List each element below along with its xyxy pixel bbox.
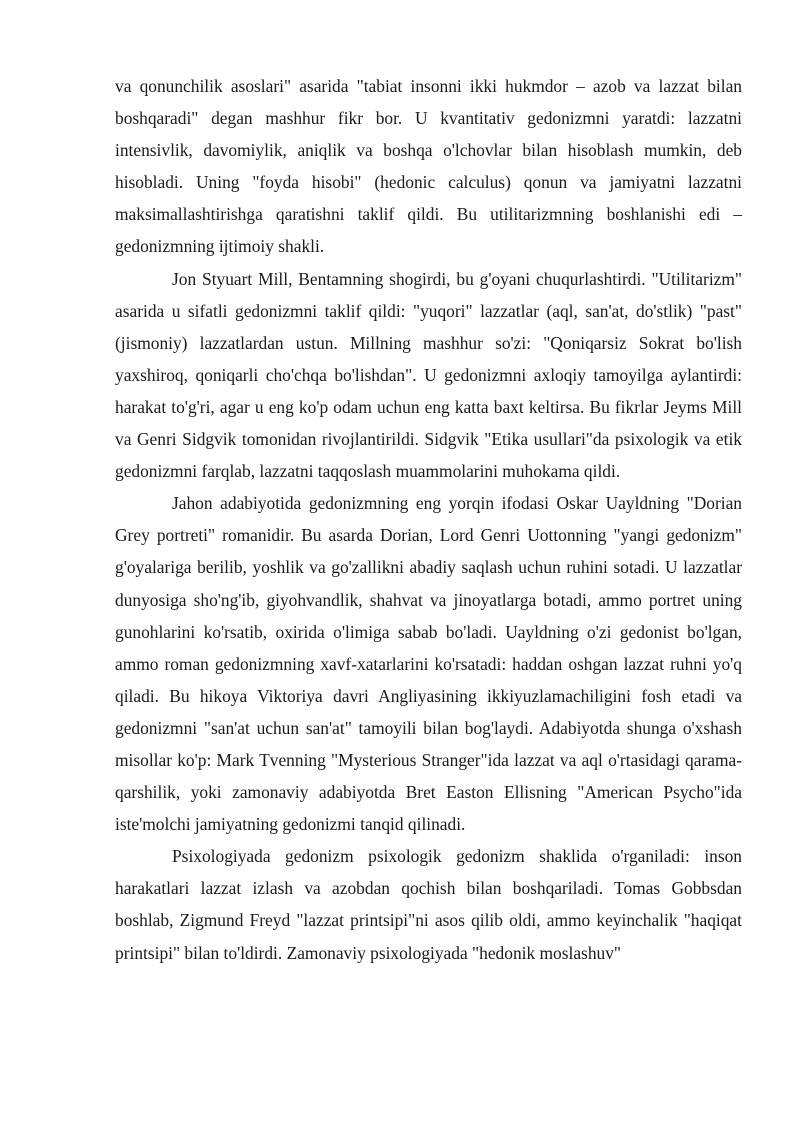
paragraph-bentham-continuation: va qonunchilik asoslari" asarida "tabiat insonni ikki hukmdor – azob va lazzat bilan boshqaradi" degan mashhur fikr bor. U kvantitativ gedonizmni yaratdi: lazzatni intensivlik, davomiylik, aniqlik va boshqa o'lchovlar bilan hisoblash mumkin, deb hisobladi. Uning "foyda hisobi" (hedonic calculus) qonun va jamiyatni lazzatni maksimallashtirishga qaratishni taklif qildi. Bu utilitarizmning boshlanishi edi – gedonizmning ijtimoiy shakli. [115, 76, 742, 257]
body-text [115, 70, 742, 969]
paragraph-mill: Jon Styuart Mill, Bentamning shogirdi, bu g'oyani chuqurlashtirdi. "Utilitarizm" asarida u sifatli gedonizmni taklif qildi: "yuqori" lazzatlar (aql, san'at, do'stlik) "past" (jismoniy) lazzatlardan ustun. Millning mashhur so'zi: "Qoniqarsiz Sokrat bo'lish yaxshiroq, qoniqarli cho'chqa bo'lishdan". U gedonizmni axloqiy tamoyilga aylantirdi: harakat to'g'ri, agar u eng ko'p odam uchun eng katta baxt keltirsa. Bu fikrlar Jeyms Mill va Genri Sidgvik tomonidan rivojlantirildi. Sidgvik "Etika usullari"da psixologik va etik gedonizmni farqlab, lazzatni taqqoslash muammolarini muhokama qildi. [115, 268, 742, 482]
paragraph-psychology: Psixologiyada gedonizm psixologik gedonizm shaklida o'rganiladi: inson harakatlari lazzat izlash va azobdan qochish bilan boshqariladi. Tomas Gobbsdan boshlab, Zigmund Freyd "lazzat printsipi"ni asos qilib oldi, ammo keyinchalik "haqiqat printsipi" bilan to'ldirdi. Zamonaviy psixologiyada "hedonik moslashuv" [115, 846, 742, 963]
paragraph-wilde-literature: Jahon adabiyotida gedonizmning eng yorqin ifodasi Oskar Uayldning "Dorian Grey portreti" romanidir. Bu asarda Dorian, Lord Genri Uottonning "yangi gedonizm" g'oyalariga berilib, yoshlik va go'zallikni abadiy saqlash uchun ruhini sotadi. U lazzatlar dunyosiga sho'ng'ib, giyohvandlik, shahvat va jinoyatlarga botadi, ammo portret uning gunohlarini ko'rsatib, oxirida o'limiga sabab bo'ladi. Uayldning o'zi gedonist bo'lgan, ammo roman gedonizmning xavf-xatarlarini ko'rsatadi: haddan oshgan lazzat ruhni yo'q qiladi. Bu hikoya Viktoriya davri Angliyasining ikkiyuzlamachiligini fosh etadi va gedonizmni "san'at uchun san'at" tamoyili bilan bog'laydi. Adabiyotda shunga o'xshash misollar ko'p: Mark Tvenning "Mysterious Stranger"ida lazzat va aql o'rtasidagi qarama-qarshilik, yoki zamonaviy adabiyotda Bret Easton Ellisning "American Psycho"ida iste'molchi jamiyatning gedonizmi tanqid qilinadi. [115, 493, 742, 835]
